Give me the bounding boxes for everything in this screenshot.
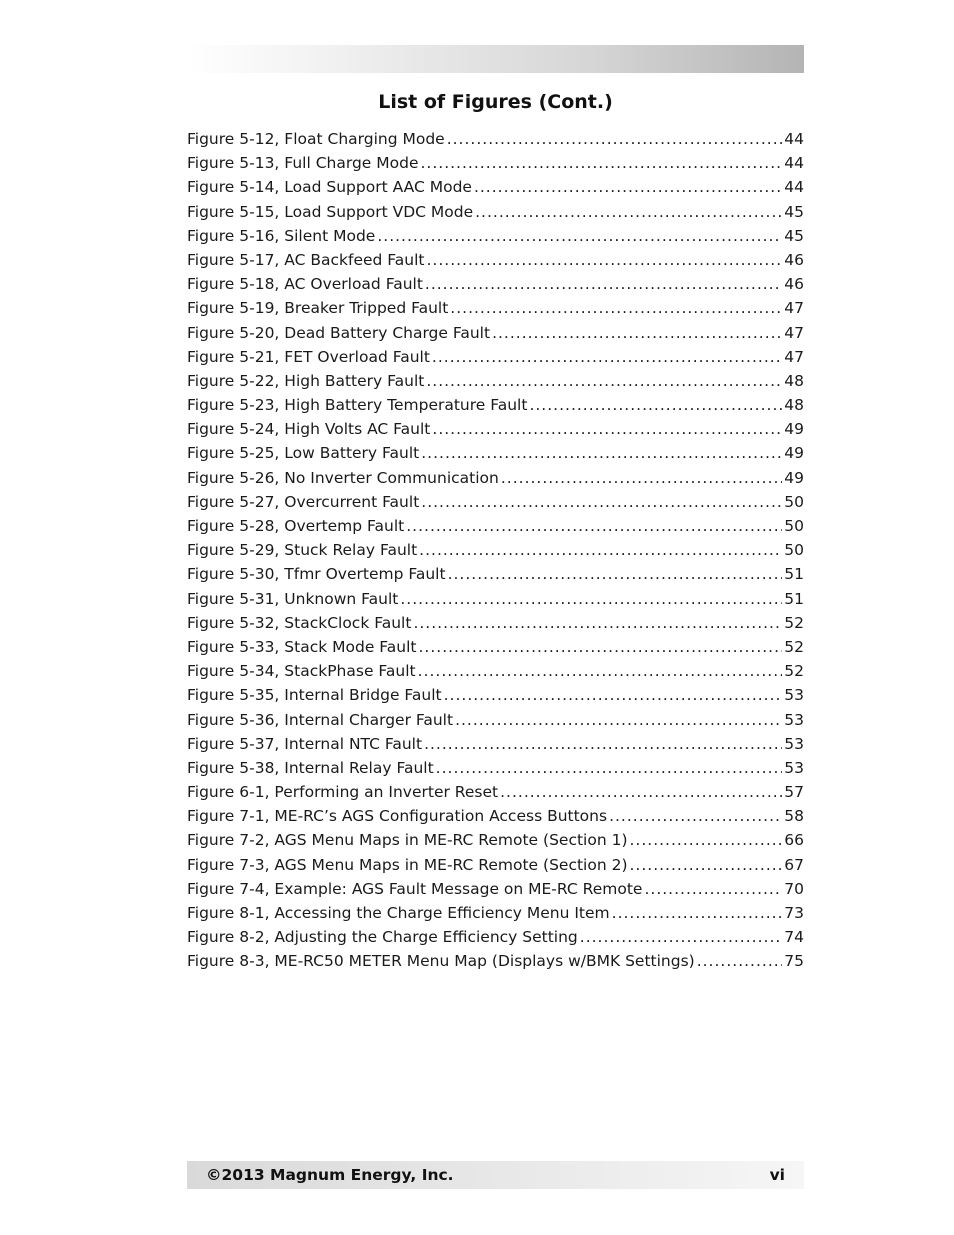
toc-entry-label: Figure 7-2, AGS Menu Maps in ME-RC Remote (Section 1) bbox=[187, 831, 628, 850]
toc-entry-page: 47 bbox=[784, 347, 804, 366]
dot-leader bbox=[413, 611, 782, 635]
toc-entry[interactable] bbox=[187, 925, 804, 949]
toc-entry-page: 70 bbox=[784, 879, 804, 898]
toc-entry-label: Figure 5-13, Full Charge Mode bbox=[187, 154, 419, 173]
toc-entry[interactable] bbox=[187, 949, 804, 973]
dot-leader bbox=[419, 538, 782, 562]
toc-entry-page: 53 bbox=[784, 758, 804, 777]
toc-entry-label: Figure 5-15, Load Support VDC Mode bbox=[187, 202, 474, 221]
toc-entry[interactable] bbox=[187, 466, 804, 490]
toc-entry-label: Figure 5-16, Silent Mode bbox=[187, 226, 376, 245]
toc-entry-page: 49 bbox=[784, 468, 804, 487]
toc-entry-label: Figure 5-20, Dead Battery Charge Fault bbox=[187, 323, 491, 342]
toc-entry-label: Figure 5-22, High Battery Fault bbox=[187, 371, 425, 390]
toc-entry-page: 49 bbox=[784, 420, 804, 439]
toc-entry-page: 50 bbox=[784, 517, 804, 535]
toc-entry[interactable] bbox=[187, 659, 804, 683]
toc-entry[interactable] bbox=[187, 708, 804, 732]
toc-entry[interactable] bbox=[187, 393, 804, 417]
toc-entry[interactable] bbox=[187, 514, 804, 538]
toc-entry-page: 53 bbox=[784, 686, 804, 705]
toc-entry[interactable] bbox=[187, 127, 804, 151]
toc-entry-label: Figure 5-24, High Volts AC Fault bbox=[187, 420, 431, 439]
dot-leader bbox=[630, 828, 783, 852]
dot-leader bbox=[475, 200, 782, 224]
toc-entry-label: Figure 8-2, Adjusting the Charge Efficiency Setting bbox=[187, 928, 578, 947]
toc-entry[interactable] bbox=[187, 853, 804, 877]
toc-entry[interactable] bbox=[187, 417, 804, 441]
toc-entry[interactable] bbox=[187, 587, 804, 611]
dot-leader bbox=[444, 683, 783, 707]
toc-entry[interactable] bbox=[187, 683, 804, 707]
toc-entry-page: 50 bbox=[784, 541, 804, 560]
toc-entry-label: Figure 8-1, Accessing the Charge Efficiency Menu Item bbox=[187, 904, 610, 922]
toc-entry-page: 52 bbox=[784, 613, 804, 632]
toc-entry[interactable] bbox=[187, 635, 804, 659]
toc-entry-label: Figure 5-32, StackClock Fault bbox=[187, 613, 412, 632]
dot-leader bbox=[630, 853, 783, 877]
toc-entry[interactable] bbox=[187, 780, 804, 804]
toc-entry-label: Figure 5-12, Float Charging Mode bbox=[187, 130, 445, 148]
dot-leader bbox=[421, 441, 782, 465]
toc-entry[interactable] bbox=[187, 732, 804, 756]
toc-entry-label: Figure 5-21, FET Overload Fault bbox=[187, 347, 430, 366]
toc-entry-page: 73 bbox=[784, 904, 804, 922]
toc-entry-label: Figure 5-28, Overtemp Fault bbox=[187, 517, 405, 535]
toc-entry-page: 44 bbox=[784, 130, 804, 148]
toc-entry[interactable] bbox=[187, 562, 804, 586]
dot-leader bbox=[501, 466, 782, 490]
toc-entry-label: Figure 5-31, Unknown Fault bbox=[187, 589, 399, 608]
dot-leader bbox=[492, 321, 782, 345]
toc-entry[interactable] bbox=[187, 369, 804, 393]
dot-leader bbox=[580, 925, 782, 949]
toc-entry-label: Figure 5-25, Low Battery Fault bbox=[187, 444, 420, 463]
dot-leader bbox=[455, 708, 782, 732]
toc-entry-page: 45 bbox=[784, 226, 804, 245]
footer-copyright: ©2013 Magnum Energy, Inc. bbox=[206, 1166, 454, 1184]
toc-entry-page: 52 bbox=[784, 662, 804, 681]
dot-leader bbox=[474, 175, 782, 199]
dot-leader bbox=[609, 804, 782, 828]
toc-entry-page: 53 bbox=[784, 710, 804, 729]
toc-entry-page: 44 bbox=[784, 154, 804, 173]
toc-entry-page: 46 bbox=[784, 250, 804, 269]
dot-leader bbox=[644, 877, 782, 901]
toc-entry-page: 45 bbox=[784, 202, 804, 221]
toc-entry[interactable] bbox=[187, 756, 804, 780]
dot-leader bbox=[418, 659, 783, 683]
toc-entry-page: 66 bbox=[784, 831, 804, 850]
toc-entry-label: Figure 5-19, Breaker Tripped Fault bbox=[187, 299, 449, 318]
dot-leader bbox=[421, 490, 782, 514]
toc-entry-label: Figure 8-3, ME-RC50 METER Menu Map (Displays w/BMK Settings) bbox=[187, 952, 695, 971]
toc-entry-page: 74 bbox=[784, 928, 804, 947]
toc-entry-page: 57 bbox=[784, 783, 804, 802]
toc-entry[interactable] bbox=[187, 248, 804, 272]
toc-entry[interactable] bbox=[187, 272, 804, 296]
toc-entry[interactable] bbox=[187, 828, 804, 852]
dot-leader bbox=[425, 272, 782, 296]
toc-entry-page: 48 bbox=[784, 396, 804, 415]
toc-entry-label: Figure 6-1, Performing an Inverter Reset bbox=[187, 783, 499, 802]
toc-entry[interactable] bbox=[187, 804, 804, 828]
toc-entry-label: Figure 5-14, Load Support AAC Mode bbox=[187, 178, 472, 197]
toc-entry-page: 51 bbox=[784, 565, 804, 584]
header-gradient-band bbox=[187, 45, 804, 73]
toc-entry[interactable] bbox=[187, 611, 804, 635]
toc-entry-page: 53 bbox=[784, 734, 804, 753]
toc-entry-page: 47 bbox=[784, 323, 804, 342]
toc-entry-label: Figure 5-36, Internal Charger Fault bbox=[187, 710, 454, 729]
toc-entry[interactable] bbox=[187, 538, 804, 562]
toc-entry[interactable] bbox=[187, 151, 804, 175]
dot-leader bbox=[447, 127, 783, 151]
toc-entry-label: Figure 5-26, No Inverter Communication bbox=[187, 468, 499, 487]
toc-entry-label: Figure 7-3, AGS Menu Maps in ME-RC Remote (Section 2) bbox=[187, 855, 628, 874]
dot-leader bbox=[377, 224, 782, 248]
toc-entry-page: 48 bbox=[784, 371, 804, 390]
dot-leader bbox=[432, 345, 782, 369]
page-title: List of Figures (Cont.) bbox=[378, 91, 613, 113]
toc-entry[interactable] bbox=[187, 490, 804, 514]
toc-entry-label: Figure 5-30, Tfmr Overtemp Fault bbox=[187, 565, 446, 584]
toc-entry[interactable] bbox=[187, 345, 804, 369]
dot-leader bbox=[400, 587, 782, 611]
dot-leader bbox=[612, 901, 783, 925]
toc-entry-label: Figure 5-38, Internal Relay Fault bbox=[187, 758, 434, 777]
toc-entry-page: 67 bbox=[784, 855, 804, 874]
footer-bar bbox=[187, 1161, 804, 1189]
toc-entry-label: Figure 5-33, Stack Mode Fault bbox=[187, 637, 417, 656]
dot-leader bbox=[448, 562, 783, 586]
toc-entry-page: 44 bbox=[784, 178, 804, 197]
toc-entry-page: 75 bbox=[784, 952, 804, 971]
toc-entry[interactable] bbox=[187, 901, 804, 925]
dot-leader bbox=[424, 732, 782, 756]
toc-entry-label: Figure 5-29, Stuck Relay Fault bbox=[187, 541, 418, 560]
toc-entry[interactable] bbox=[187, 224, 804, 248]
toc-entry[interactable] bbox=[187, 175, 804, 199]
toc-entry-page: 50 bbox=[784, 492, 804, 511]
toc-entry-label: Figure 5-18, AC Overload Fault bbox=[187, 275, 423, 294]
toc-entry-page: 47 bbox=[784, 299, 804, 318]
toc-entry-label: Figure 5-37, Internal NTC Fault bbox=[187, 734, 423, 753]
toc-entry-label: Figure 5-27, Overcurrent Fault bbox=[187, 492, 420, 511]
toc-entry[interactable] bbox=[187, 321, 804, 345]
dot-leader bbox=[426, 369, 782, 393]
footer-page-number: vi bbox=[769, 1166, 785, 1184]
dot-leader bbox=[450, 296, 782, 320]
dot-leader bbox=[406, 514, 782, 538]
toc-entry-label: Figure 5-17, AC Backfeed Fault bbox=[187, 250, 425, 269]
toc-entry[interactable] bbox=[187, 877, 804, 901]
dot-leader bbox=[500, 780, 782, 804]
toc-entry-label: Figure 7-1, ME-RC’s AGS Configuration Access Buttons bbox=[187, 807, 608, 826]
dot-leader bbox=[418, 635, 782, 659]
list-of-figures bbox=[187, 127, 804, 974]
dot-leader bbox=[529, 393, 782, 417]
dot-leader bbox=[421, 151, 783, 175]
toc-entry[interactable] bbox=[187, 441, 804, 465]
toc-entry-page: 58 bbox=[784, 807, 804, 826]
toc-entry[interactable] bbox=[187, 200, 804, 224]
dot-leader bbox=[427, 248, 783, 272]
dot-leader bbox=[436, 756, 783, 780]
toc-entry[interactable] bbox=[187, 296, 804, 320]
toc-entry-label: Figure 7-4, Example: AGS Fault Message on ME-RC Remote bbox=[187, 879, 643, 898]
toc-entry-page: 46 bbox=[784, 275, 804, 294]
toc-entry-page: 49 bbox=[784, 444, 804, 463]
dot-leader bbox=[432, 417, 782, 441]
dot-leader bbox=[697, 949, 783, 973]
toc-entry-label: Figure 5-23, High Battery Temperature Fault bbox=[187, 396, 528, 415]
toc-entry-label: Figure 5-34, StackPhase Fault bbox=[187, 662, 416, 681]
toc-entry-page: 52 bbox=[784, 637, 804, 656]
toc-entry-page: 51 bbox=[784, 589, 804, 608]
toc-entry-label: Figure 5-35, Internal Bridge Fault bbox=[187, 686, 442, 705]
